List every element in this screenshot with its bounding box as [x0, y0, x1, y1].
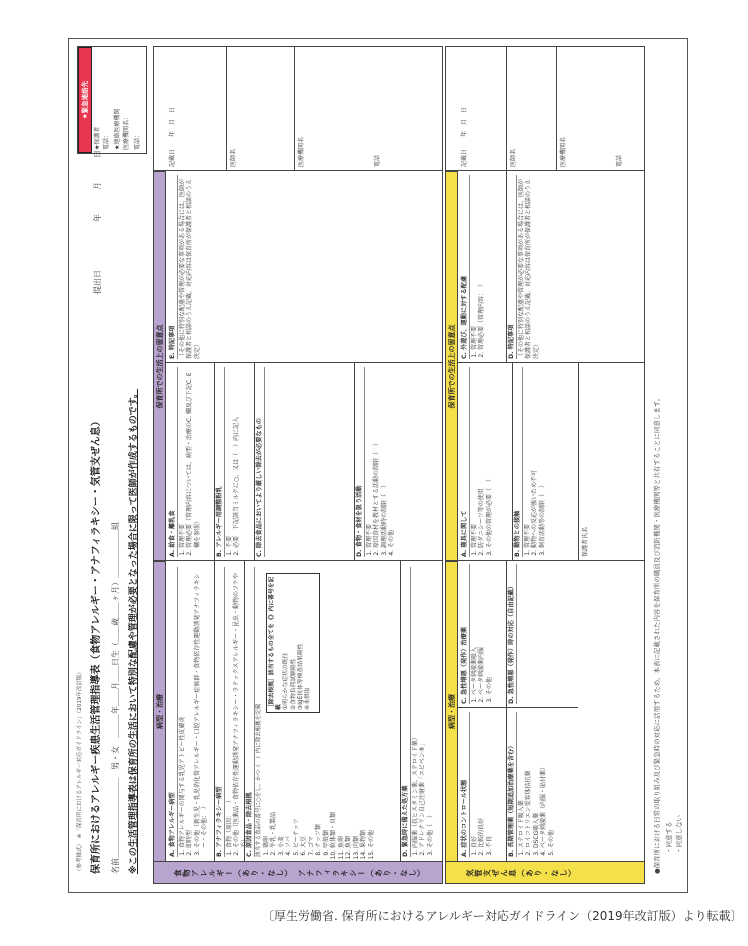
bottom-doc-org: 医療機関名: [560, 136, 567, 167]
top-notes-d-item: 2. 原因食材を教材とする活動の制限（ ）: [373, 367, 381, 548]
top-section-a-title: A. 食物アレルギー病型: [169, 567, 178, 857]
top-notes-b: [216, 367, 241, 557]
bottom-b-item: 4. ベータ刺激薬（内服・貼付薬）: [540, 712, 548, 848]
allergen-item: 3. 小麦: [278, 567, 286, 848]
top-b-item: 2. その他（医薬品・食物依存性運動誘発アナフィラキシー・ラテックスアレルギー・昆虫・動物のフケや毛）: [233, 567, 248, 848]
consent-disagree[interactable]: ・同意しない: [675, 815, 683, 854]
top-notes-a-title: A. 給食・離乳食: [169, 367, 178, 557]
removal-basis-title: ［除去根拠］該当するもの全てを《》内に番号を記載: [269, 576, 283, 710]
top-notes-d-title: D. 食物・食材を扱う活動: [356, 367, 365, 557]
form-title: 保育所におけるアレルギー疾患生活管理指導表（食物アレルギー・アナフィラキシー・気管支ぜん息）: [91, 416, 102, 874]
top-notes-d-item: 3. 調理活動時の制限（ ）: [381, 367, 389, 548]
bottom-section-a: [461, 712, 493, 857]
allergen-item: 2. 牛乳・乳製品: [270, 567, 278, 848]
top-c-note: 該当する食品の番号に○をし、かつ《 》内に除去根拠を記載: [255, 703, 262, 857]
bottom-notes-b-item: 1. 管理不要: [524, 367, 532, 548]
allergen-item: 8. ナッツ類: [315, 567, 323, 848]
emergency-hospital-name: 医療機関名：: [123, 113, 130, 150]
top-notes-e-note: （その他に特別な配慮や管理が必要な事項がある場合には、医師が保護者と相談のうえ記載。対応内容は保育所が保護者と相談のうえ決定）: [178, 178, 201, 359]
emergency-guardian: ★保護者: [94, 126, 101, 150]
top-a-item: 3. その他（新生児・乳児消化管アレルギー・口腔アレルギー症候群・食物依存性運動誘発アナフィラキシー・その他： ）: [194, 567, 209, 848]
allergen-item: 10. 軟体類・貝類: [330, 567, 338, 848]
bottom-section-a-title: A. 症状のコントロール状態: [461, 712, 470, 857]
child-name-line: 名前＿＿＿＿＿＿＿＿＿＿ 男・女 ＿＿＿年＿＿月＿＿日生（＿＿歳＿＿ヶ月）＿＿＿＿＿＿組: [111, 522, 120, 874]
removal-basis-item: ③IgE抗体等検査結果陽性: [297, 643, 304, 710]
bottom-a-item: 3. 不良: [486, 712, 494, 848]
bottom-section-d: [508, 564, 518, 704]
top-d-item: 3. その他（ ）: [427, 567, 435, 848]
bottom-notes-d-title: D. 特記事項: [508, 175, 517, 359]
bottom-b-item: 5. その他: [548, 712, 556, 848]
allergen-item: 4. ソバ: [285, 567, 293, 848]
top-doc-date: 記載日 年 月 日: [169, 106, 176, 167]
food-allergy-table: [153, 46, 443, 884]
bottom-notes-a-item: 2. 防ダニシーツ等の使用: [478, 367, 486, 548]
allergen-item: 12. 魚類: [345, 567, 353, 848]
asthma-band-label: 気管支ぜん息（あり・なし）: [466, 868, 577, 878]
bottom-c-item: 3. その他: [486, 564, 494, 695]
top-notes-d-item: 4. その他: [388, 367, 396, 548]
allergen-item: 7. ゴマ: [308, 567, 316, 848]
top-b-item: 1. 食物（原因： ）: [226, 567, 234, 848]
bottom-notes-d-note: （その他に特別な配慮や管理が必要な事項がある場合には、医師が保護者と相談のうえ記載。対応内容は保育所が保護者と相談のうえ決定）: [517, 178, 540, 359]
emergency-label: ★緊急連絡先: [78, 47, 92, 153]
top-notes-b-item: 2. 必要 下記該当ミルクに○、又は（ ）内に記入: [233, 367, 241, 548]
allergen-item: 1. 鶏卵: [263, 567, 271, 848]
food-allergy-band-label: 食物アレルギー（あり・なし） アナフィラキシー（あり・なし）: [174, 868, 426, 878]
bottom-c-item: 1. ベータ刺激薬吸入: [471, 564, 479, 695]
top-section-d-title: D. 緊急時に備えた処方薬: [402, 567, 411, 857]
top-doc-org: 医療機関名: [298, 136, 305, 167]
bottom-section-c-title: C. 急性増悪（発作）治療薬: [461, 564, 470, 704]
bottom-a-item: 1. 良好: [471, 712, 479, 848]
top-notes-e: [169, 175, 201, 359]
bottom-notes-b-item: 3. 飼育活動等の制限（ ）: [539, 367, 547, 548]
top-notes-a-item: 1. 管理不要: [179, 367, 187, 548]
top-notes-c-title: C. 除去食品においてより厳しい除去が必要なもの: [256, 367, 265, 557]
bottom-doc-tel: 電話: [616, 154, 623, 167]
top-notes-b-title: B. アレルギー用調整粉乳: [216, 367, 225, 557]
document-sheet: [68, 38, 688, 893]
bottom-notes-a-title: A. 寝具に関して: [461, 367, 470, 557]
top-section-b-title: B. アナフィラキシー病型: [216, 567, 225, 857]
top-section-c-title: C. 原因食品・除去根拠: [246, 567, 255, 857]
bottom-notes-d: [508, 175, 540, 359]
bottom-section-d-title: D. 急性増悪（発作）時の対応（自由記載）: [508, 564, 517, 704]
top-notes-a: [169, 367, 201, 557]
bottom-b-item: 1. ステロイド吸入薬: [518, 712, 526, 848]
allergen-item: 14. 果物類: [360, 567, 368, 848]
reference-note: 〈参考様式〉 ※「保育所におけるアレルギー対応ガイドライン」（2019年改訂版）: [77, 669, 83, 874]
top-doc-name: 医師名: [230, 148, 237, 167]
allergen-item: 5. ピーナッツ: [293, 567, 301, 848]
allergen-item: 15. その他: [368, 567, 376, 848]
emergency-guardian-tel: 電話：: [103, 131, 110, 150]
top-notes-c: [256, 367, 266, 557]
removal-basis-item: ①明らかな症状の既往: [283, 652, 290, 710]
bottom-header-notes: 保育所での生活上の留意点: [446, 171, 458, 561]
consent-text: ●保育所における日常の取り組み及び緊急時の対応に活用するため、本表に記載された内容を保育所の職員及び消防機関・医療機関等と共有することに同意します。: [653, 394, 661, 874]
removal-basis-item: ②食物負荷試験陽性: [290, 658, 297, 710]
bottom-a-item: 2. 比較的良好: [478, 712, 486, 848]
top-d-item: 1. 内服薬（抗ヒスタミン薬、ステロイド薬）: [412, 567, 420, 848]
bottom-header-treatment: 病型・治療: [446, 561, 458, 861]
asthma-band: [446, 861, 644, 883]
notice-text: ※この生活管理指導表は保育所の生活において特別な配慮や管理が必要となった場合に限って医師が作成するものです。: [129, 388, 139, 874]
bottom-notes-c: [461, 175, 486, 359]
top-notes-a-item: 2. 管理必要（管理内容については、病型・治療のC. 欄及び下記C. E欄を参照）: [186, 367, 201, 548]
top-a-item: 1. 食物アレルギーの関与する乳児アトピー性皮膚炎: [179, 567, 187, 848]
bottom-notes-a-item: 3. その他の管理が必要（ ）: [486, 367, 494, 548]
top-section-d: [402, 567, 434, 857]
top-header-treatment: 病型・治療: [154, 561, 166, 861]
bottom-notes-c-item: 2. 管理必要（管理内容： ）: [478, 175, 486, 350]
bottom-section-c: [461, 564, 493, 704]
top-doc-tel: 電話: [374, 154, 381, 167]
bottom-doc-name: 医師名: [510, 148, 517, 167]
top-d-item: 2. アドレナリン自己注射薬「エピペン®」: [419, 567, 427, 848]
top-notes-d-item: 1. 管理不要: [366, 367, 374, 548]
guardian-sign-label: 保護者氏名: [582, 526, 589, 557]
emergency-contact-box: [77, 46, 147, 154]
bottom-b-item: 2. ロイコトリエン受容体拮抗薬: [525, 712, 533, 848]
top-header-notes: 保育所での生活上の留意点: [154, 171, 166, 561]
top-notes-d: [356, 367, 396, 557]
bottom-notes-c-item: 1. 管理不要: [471, 175, 479, 350]
emergency-hospital: ★連絡医療機関: [114, 108, 121, 150]
removal-basis-item: ④未摂取: [305, 687, 312, 710]
asthma-table: [445, 46, 645, 884]
bottom-section-b: [508, 712, 555, 857]
bottom-notes-b-item: 2. 動物への反応が強いため不可: [531, 367, 539, 548]
top-notes-b-item: 1. 不要: [226, 367, 234, 548]
bottom-notes-b-title: B. 動物との接触: [514, 367, 523, 557]
bottom-notes-c-title: C. 外遊び、運動に対する配慮: [461, 175, 470, 359]
allergen-item: 9. 甲殻類: [323, 567, 331, 848]
removal-basis-box: [266, 573, 320, 713]
bottom-c-item: 2. ベータ刺激薬内服: [478, 564, 486, 695]
top-a-item: 2. 即時型: [186, 567, 194, 848]
food-allergy-band: [154, 861, 442, 883]
bottom-doc-date: 記載日 年 月 日: [461, 106, 468, 167]
allergen-item: 11. 魚卵: [338, 567, 346, 848]
allergen-item: 13. 肉類: [353, 567, 361, 848]
bottom-section-b-title: B. 長期管理薬（短期追加治療薬を含む）: [508, 712, 517, 857]
bottom-notes-b: [514, 367, 546, 557]
allergen-item: 6. 大豆: [300, 567, 308, 848]
submit-date: 提出日 年 月 日: [93, 150, 102, 294]
bottom-notes-a: [461, 367, 493, 557]
allergy-management-form: [69, 39, 689, 894]
bottom-b-item: 3. DSCG吸入薬: [533, 712, 541, 848]
top-notes-e-title: E. 特記事項: [169, 175, 178, 359]
emergency-hospital-tel: 電話：: [134, 131, 141, 150]
bottom-notes-a-item: 1. 管理不要: [471, 367, 479, 548]
top-section-a: [169, 567, 209, 857]
source-caption: 〔厚生労働省. 保育所におけるアレルギー対応ガイドライン（2019年改訂版）より転載〕: [262, 909, 743, 923]
consent-agree[interactable]: ・同意する: [665, 821, 673, 854]
